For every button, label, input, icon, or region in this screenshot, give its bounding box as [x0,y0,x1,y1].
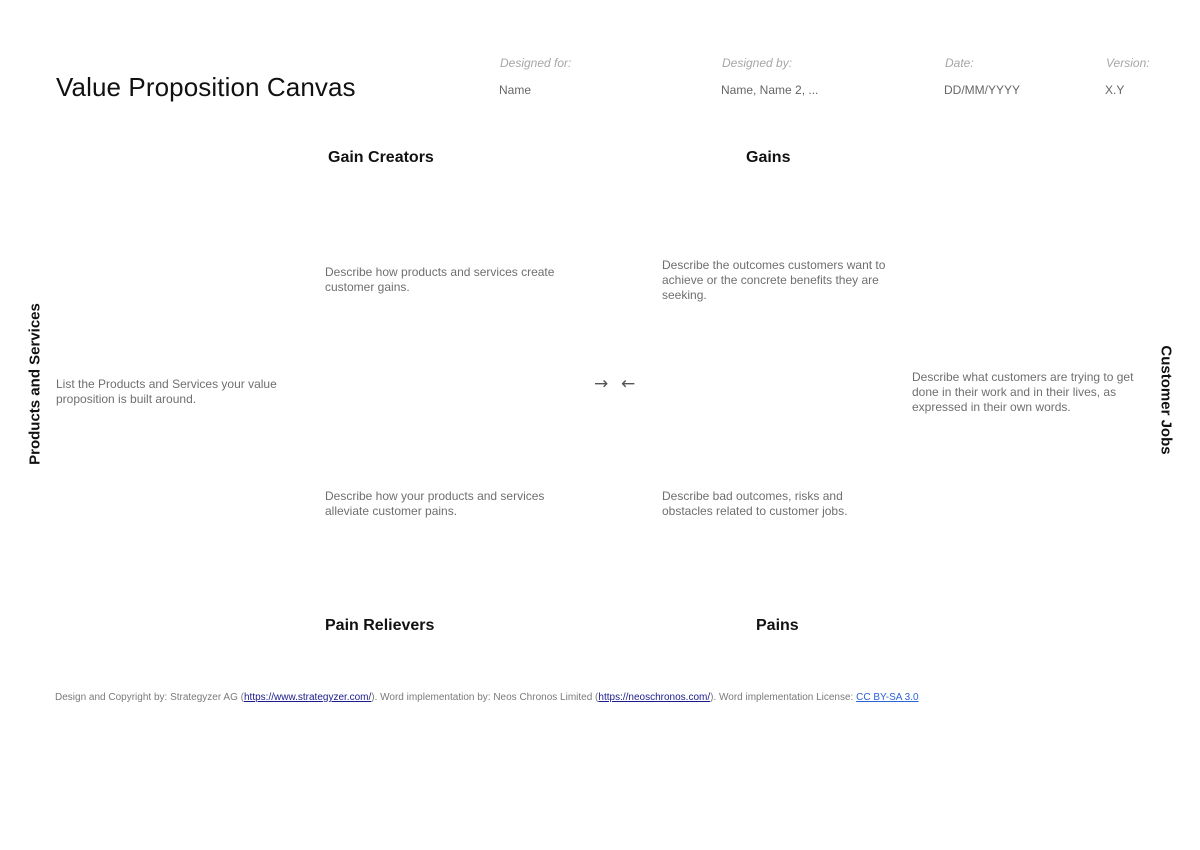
designed-for-label: Designed for: [500,56,572,70]
designed-by-value[interactable]: Name, Name 2, ... [721,83,819,97]
designed-by-label: Designed by: [722,56,793,70]
footer-text-part3: ). Word implementation License: [710,692,857,703]
pains-description[interactable]: Describe bad outcomes, risks and obstacles related to customer jobs. [662,489,848,518]
pain-relievers-description[interactable]: Describe how your products and services alleviate customer pains. [325,489,545,518]
strategyzer-link[interactable]: https://www.strategyzer.com/ [243,692,372,703]
gain-creators-heading: Gain Creators [328,149,434,166]
footer-text-part1: Design and Copyright by: Strategyzer AG ( [55,692,244,703]
products-and-services-description[interactable]: List the Products and Services your value proposition is built around. [56,377,277,406]
footer-copyright [55,692,919,703]
gains-description[interactable]: Describe the outcomes customers want to achieve or the concrete benefits they are seeking. [662,258,886,302]
customer-jobs-heading: Customer Jobs [1157,345,1175,455]
designed-for-value[interactable]: Name [499,83,532,97]
gains-heading: Gains [746,149,791,166]
date-label: Date: [945,56,974,70]
arrow-right-icon: → [594,374,609,394]
footer-text-part2: ). Word implementation by: Neos Chronos Limited ( [371,692,599,703]
gain-creators-description[interactable]: Describe how products and services create customer gains. [325,265,555,294]
license-link[interactable]: CC BY-SA 3.0 [856,692,919,703]
products-and-services-heading: Products and Services [26,303,44,465]
arrow-left-icon: ← [621,374,636,394]
date-value[interactable]: DD/MM/YYYY [944,83,1021,97]
version-value[interactable]: X.Y [1105,83,1125,97]
version-label: Version: [1106,56,1150,70]
pains-heading: Pains [756,617,799,634]
customer-jobs-description[interactable]: Describe what customers are trying to get done in their work and in their lives, as expressed in their own words. [912,370,1134,414]
neoschronos-link[interactable]: https://neoschronos.com/ [598,692,711,703]
pain-relievers-heading: Pain Relievers [325,617,435,634]
page-title: Value Proposition Canvas [56,72,356,102]
